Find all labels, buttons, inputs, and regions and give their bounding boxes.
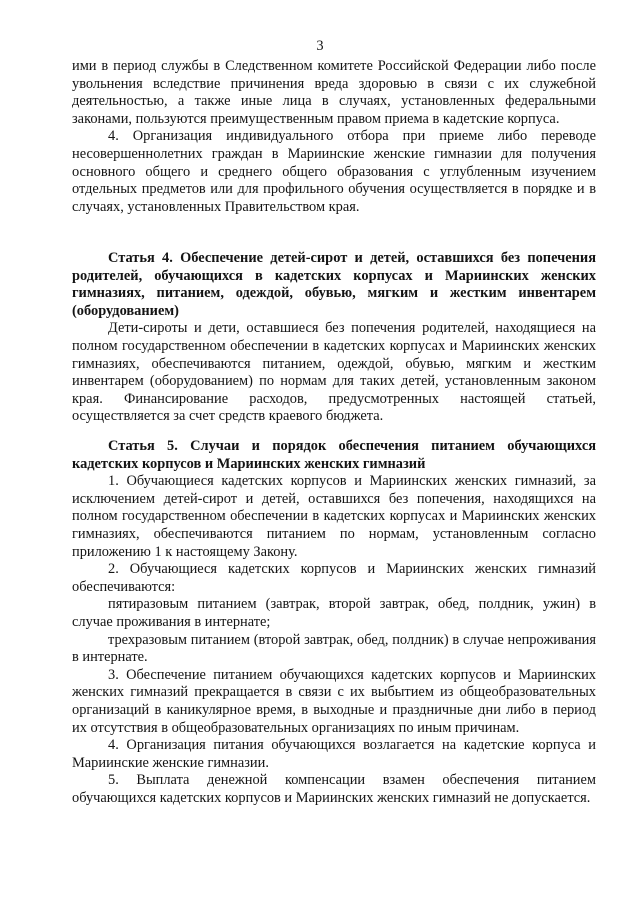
article-5-item-5: 5. Выплата денежной компенсации взамен обеспечения питанием обучающихся кадетских корпусов и Мариинских женских гимназий не допускается. bbox=[72, 772, 596, 806]
article-4-text: Дети-сироты и дети, оставшиеся без попечения родителей, находящиеся на полном государственном обеспечении в кадетских корпусах и Мариинских женских гимназиях, обеспечиваются питанием, одеждой, обувью, мягким и жестким инвентарем (оборудованием) по нормам для таких детей, установленным законом края. Финансирование расходов, предусмотренных настоящей статьей, осуществляется за счет средств краевого бюджета. bbox=[72, 320, 596, 425]
page-number: 3 bbox=[316, 38, 324, 54]
article-5-item-2b: трехразовым питанием (второй завтрак, обед, полдник) в случае непроживания в интернате. bbox=[72, 631, 596, 666]
paragraph-continuation: ими в период службы в Следственном комитете Российской Федерации либо после увольнения вследствие причинения вреда здоровью в связи с их служебной деятельностью, а также иные лица в случаях, установленных федеральными законами, пользуются преимущественным правом приема в кадетские корпуса. bbox=[72, 58, 596, 127]
article-5-item-4: 4. Организация питания обучающихся возлагается на кадетские корпуса и Мариинские женские гимназии. bbox=[72, 737, 596, 771]
article-5-item-3: 3. Обеспечение питанием обучающихся кадетских корпусов и Мариинских женских гимназий прекращается в связи с их выбытием из общеобразовательных организаций в каникулярное время, в выходные и праздничные дни либо в период их отсутствия в общеобразовательных организациях по иным причинам. bbox=[72, 666, 596, 736]
article-5-item-2a: пятиразовым питанием (завтрак, второй завтрак, обед, полдник, ужин) в случае проживания в интернате; bbox=[72, 596, 596, 630]
article-5-heading: Статья 5. Случаи и порядок обеспечения питанием обучающихся кадетских корпусов и Мариинских женских гимназий bbox=[72, 438, 596, 472]
article-5-item-2: 2. Обучающиеся кадетских корпусов и Мариинских женских гимназий обеспечиваются: bbox=[72, 561, 596, 595]
article-5-section bbox=[72, 438, 596, 807]
article-5-item-1: 1. Обучающиеся кадетских корпусов и Мариинских женских гимназий, за исключением детей-сирот и детей, оставшихся без попечения, находящихся на полном государственном обеспечении в кадетских корпусах и Мариинских женских гимназиях, обеспечиваются питанием по нормам, установленным согласно приложению 1 к настоящему Закону. bbox=[72, 473, 596, 560]
intro-section bbox=[72, 58, 596, 216]
article-4-heading: Статья 4. Обеспечение детей-сирот и детей, оставшихся без попечения родителей, обучающихся в кадетских корпусах и Мариинских женских гимназиях, питанием, одеждой, обувью, мягким и жестким инвентарем (оборудованием) bbox=[72, 250, 596, 319]
article-4-section bbox=[72, 250, 596, 426]
paragraph-item-4: 4. Организация индивидуального отбора при приеме либо переводе несовершеннолетних граждан в Мариинские женские гимназии для получения основного общего и среднего общего образования с углубленным изучением отдельных предметов или для профильного обучения осуществляется в порядке и в случаях, установленных Правительством края. bbox=[72, 128, 596, 215]
